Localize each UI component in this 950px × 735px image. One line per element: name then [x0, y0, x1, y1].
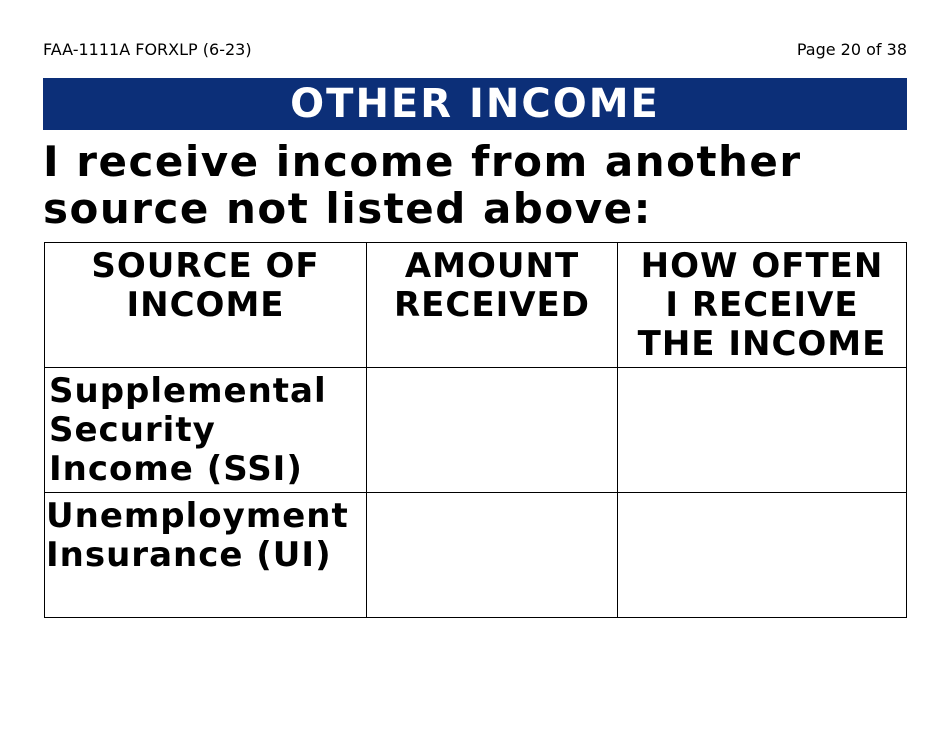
- amount-ui-field[interactable]: [367, 493, 618, 618]
- header-source-of-income: SOURCE OF INCOME: [45, 243, 367, 368]
- amount-ssi-field[interactable]: [367, 368, 618, 493]
- page-number: Page 20 of 38: [796, 40, 907, 59]
- statement-line-1: I receive income from another: [43, 137, 802, 186]
- statement-line-2: source not listed above:: [43, 184, 652, 233]
- income-statement: [43, 138, 913, 232]
- section-title: OTHER INCOME: [290, 81, 660, 127]
- table-row-ui: [45, 493, 907, 618]
- header-how-often: HOW OFTEN I RECEIVE THE INCOME: [618, 243, 907, 368]
- table-header-row: [45, 243, 907, 368]
- frequency-ssi-field[interactable]: [618, 368, 907, 493]
- section-banner: [43, 78, 907, 130]
- other-income-table: [44, 242, 907, 618]
- source-ui: Unemployment Insurance (UI): [45, 493, 367, 618]
- form-id: FAA-1111A FORXLP (6-23): [43, 40, 252, 59]
- table-row-ssi: [45, 368, 907, 493]
- source-ssi: Supplemental Security Income (SSI): [45, 368, 367, 493]
- header-amount-received: AMOUNT RECEIVED: [367, 243, 618, 368]
- frequency-ui-field[interactable]: [618, 493, 907, 618]
